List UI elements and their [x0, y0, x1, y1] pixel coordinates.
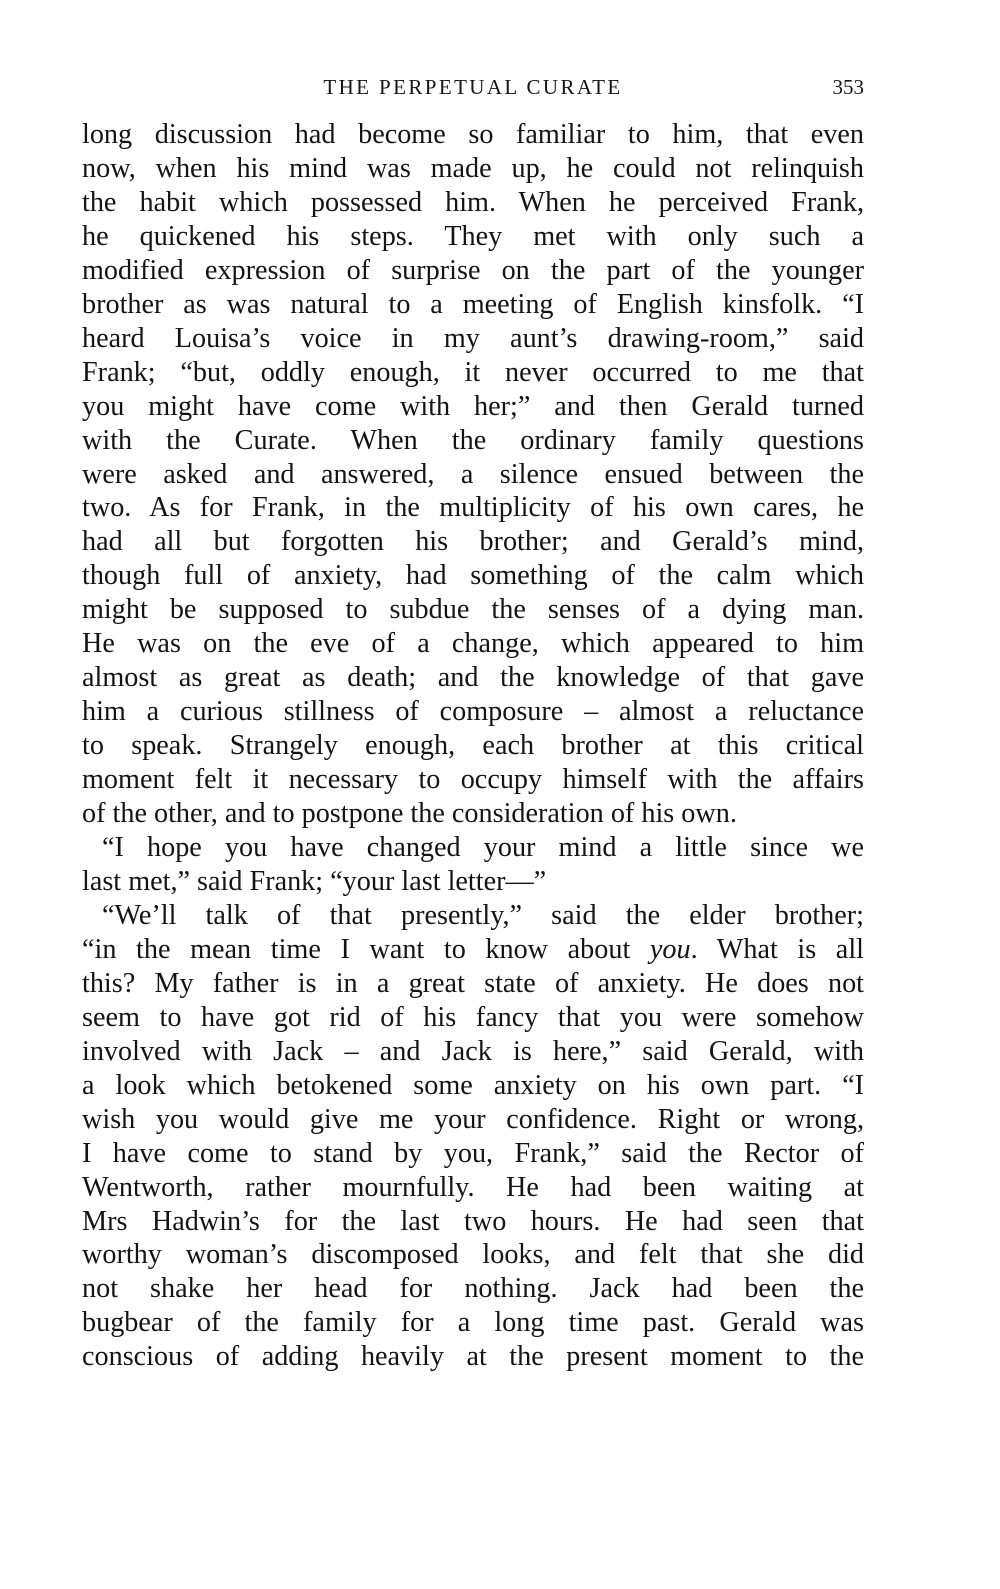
text-line: might be supposed to subdue the senses of a dying man. [82, 594, 864, 626]
text-line: of the other, and to postpone the consideration of his own. [82, 798, 737, 830]
paragraph-1 [82, 118, 864, 831]
text-line: “We’ll talk of that presently,” said the elder brother; [102, 899, 864, 931]
text-line: this? My father is in a great state of anxiety. He does not [82, 967, 864, 999]
text-line: he quickened his steps. They met with only such a [82, 220, 864, 252]
text-line: almost as great as death; and the knowledge of that gave [82, 662, 864, 694]
text-line: had all but forgotten his brother; and Gerald’s mind, [82, 526, 864, 558]
emphasis: you [649, 933, 691, 965]
text-line: not shake her head for nothing. Jack had been the [82, 1273, 864, 1305]
text-run: “in the mean time I want to know about [82, 933, 650, 965]
text-line: modified expression of surprise on the part of the younger [82, 254, 864, 286]
text-line: He was on the eve of a change, which appeared to him [82, 628, 864, 660]
text-run: . What is all [690, 933, 864, 965]
page-header [82, 72, 864, 102]
text-line: now, when his mind was made up, he could not relinquish [82, 152, 864, 184]
paragraph-3 [82, 899, 864, 1374]
text-line: Frank; “but, oddly enough, it never occurred to me that [82, 356, 864, 388]
text-line: “I hope you have changed your mind a little since we [102, 832, 864, 864]
text-line: him a curious stillness of composure – almost a reluctance [82, 696, 864, 728]
text-line: wish you would give me your confidence. Right or wrong, [82, 1103, 864, 1135]
text-line: with the Curate. When the ordinary family questions [82, 424, 864, 456]
text-line: heard Louisa’s voice in my aunt’s drawing-room,” said [82, 322, 864, 354]
text-line: I have come to stand by you, Frank,” said the Rector of [82, 1137, 864, 1169]
page-number: 353 [832, 75, 864, 99]
text-line: moment felt it necessary to occupy himself with the affairs [82, 764, 864, 796]
text-line: the habit which possessed him. When he perceived Frank, [82, 186, 864, 218]
text-line: seem to have got rid of his fancy that you were somehow [82, 1001, 864, 1033]
body-text [82, 118, 864, 1374]
text-line: you might have come with her;” and then Gerald turned [82, 390, 864, 422]
text-line: worthy woman’s discomposed looks, and felt that she did [82, 1239, 864, 1271]
text-line: bugbear of the family for a long time past. Gerald was [82, 1307, 864, 1339]
text-line: long discussion had become so familiar to him, that even [82, 119, 864, 150]
text-line: a look which betokened some anxiety on his own part. “I [82, 1069, 864, 1101]
running-title: THE PERPETUAL CURATE [323, 75, 623, 99]
text-line: involved with Jack – and Jack is here,” said Gerald, with [82, 1035, 864, 1067]
text-line: two. As for Frank, in the multiplicity of his own cares, he [82, 492, 864, 524]
text-line: though full of anxiety, had something of the calm which [82, 560, 864, 592]
text-line: brother as was natural to a meeting of English kinsfolk. “I [82, 288, 864, 320]
text-line: Wentworth, rather mournfully. He had been waiting at [82, 1171, 864, 1203]
text-line-with-emphasis [82, 933, 864, 967]
paragraph-2 [82, 831, 864, 899]
text-line: to speak. Strangely enough, each brother at this critical [82, 730, 864, 762]
text-line: were asked and answered, a silence ensued between the [82, 458, 864, 490]
text-line: conscious of adding heavily at the present moment to the [82, 1341, 864, 1373]
text-line: last met,” said Frank; “your last letter—” [82, 865, 547, 897]
text-line: Mrs Hadwin’s for the last two hours. He had seen that [82, 1205, 864, 1237]
